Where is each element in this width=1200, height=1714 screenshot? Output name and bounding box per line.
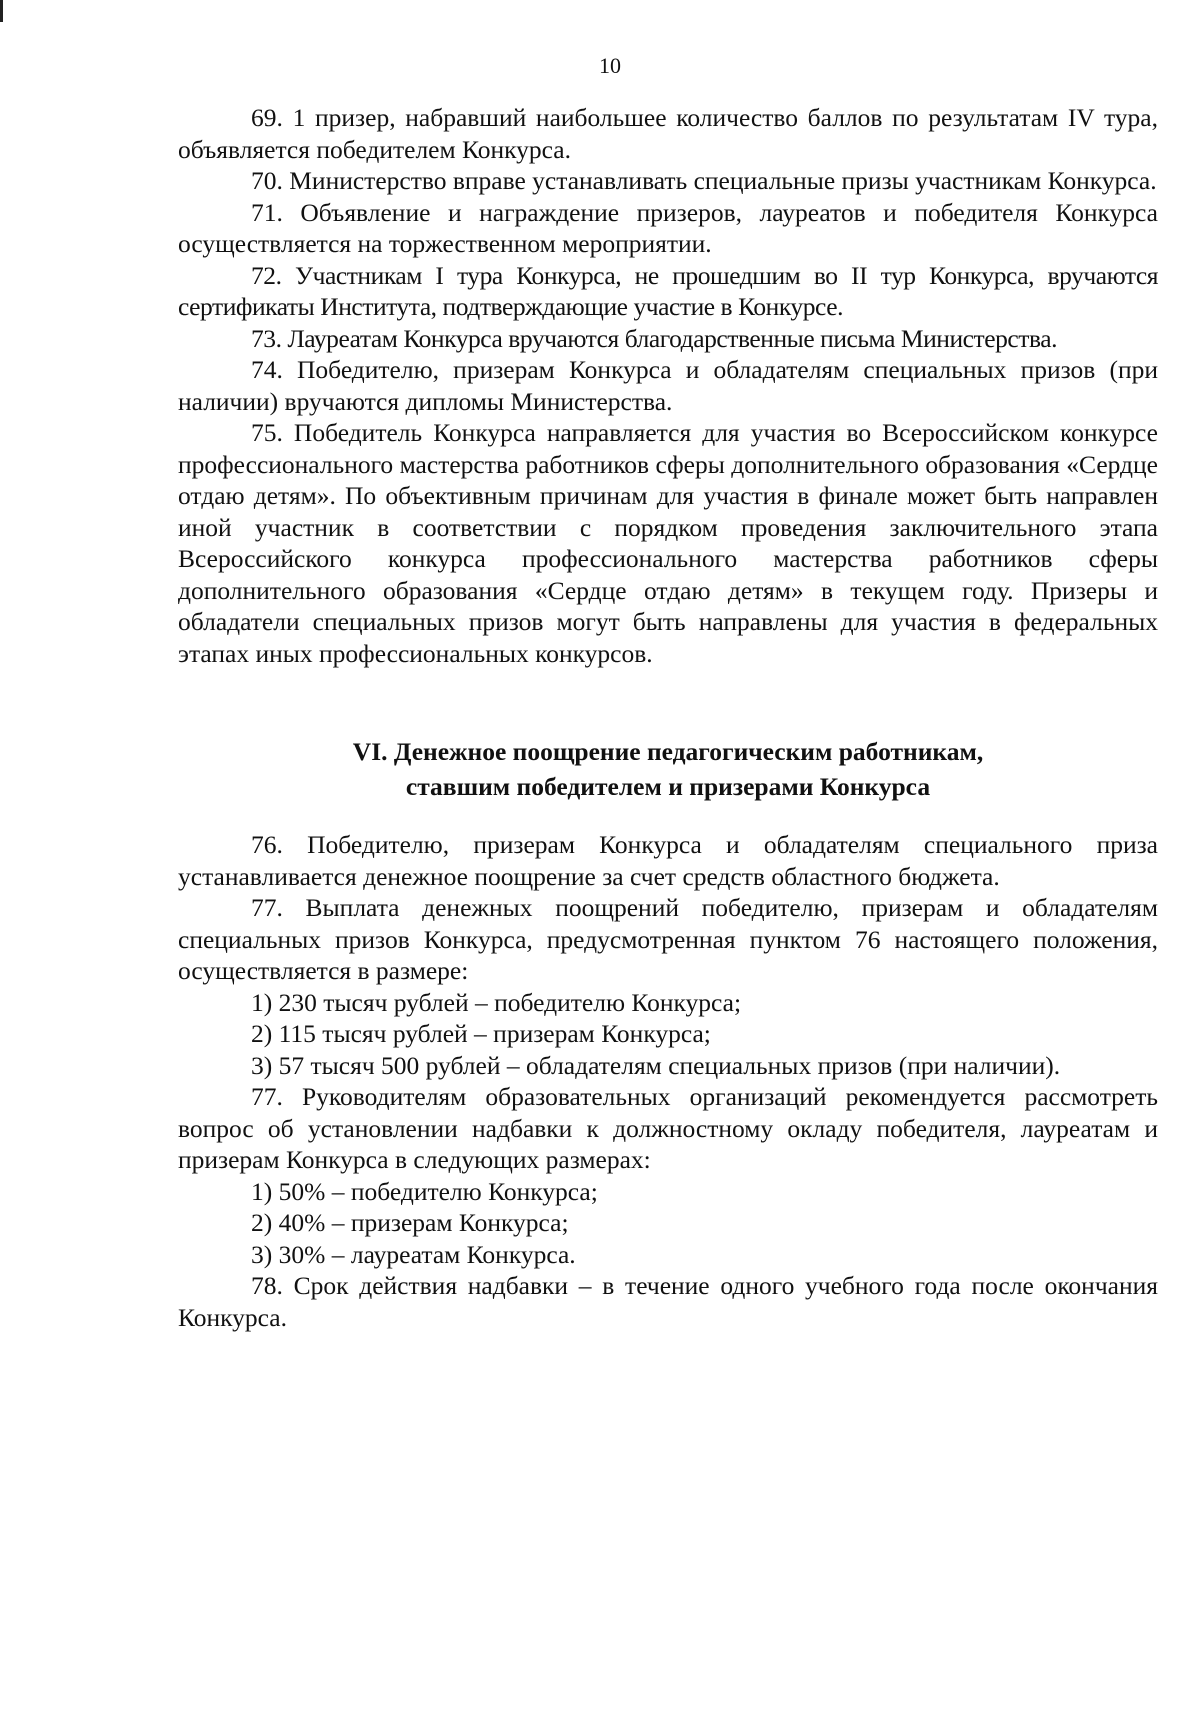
bonus-item-3: 3) 30% – лауреатам Конкурса. [251,1239,576,1269]
section-heading-line-1: VI. Денежное поощрение педагогическим работникам, [352,737,984,766]
paragraph-74: 74. Победителю, призерам Конкурса и обладателям специальных призов (при наличии) вручаются дипломы Министерства. [178,355,1158,416]
scan-edge-mark [0,0,3,22]
rules-block-69-75 [178,102,1158,669]
page-number: 10 [599,53,621,78]
paragraph-76: 76. Победителю, призерам Конкурса и обладателям специального приза устанавливается денежное поощрение за счет средств областного бюджета. [178,830,1158,891]
payment-item-1: 1) 230 тысяч рублей – победителю Конкурса; [251,987,742,1017]
paragraph-77-payment: 77. Выплата денежных поощрений победителю, призерам и обладателям специальных призов Конкурса, предусмотренная пунктом 76 настоящего положения, осуществляется в размере: [178,893,1158,985]
paragraph-77-bonus: 77. Руководителям образовательных организаций рекомендуется рассмотреть вопрос об установлении надбавки к должностному окладу победителя, лауреатам и призерам Конкурса в следующих размерах: [178,1082,1158,1174]
payment-item-3: 3) 57 тысяч 500 рублей – обладателям специальных призов (при наличии). [251,1050,1061,1080]
paragraph-78: 78. Срок действия надбавки – в течение одного учебного года после окончания Конкурса. [178,1271,1158,1332]
bonus-item-1: 1) 50% – победителю Конкурса; [251,1176,598,1206]
bonus-item-2: 2) 40% – призерам Конкурса; [251,1208,569,1237]
paragraph-72: 72. Участникам I тура Конкурса, не прошедшим во II тур Конкурса, вручаются сертификаты Института, подтверждающие участие в Конкурсе. [178,260,1158,321]
payment-item-2: 2) 115 тысяч рублей – призерам Конкурса; [251,1019,711,1048]
section-heading [178,734,1158,804]
section-heading-line-2: ставшим победителем и призерами Конкурса [405,772,931,801]
rules-block-76-78 [178,829,1158,1333]
paragraph-71: 71. Объявление и награждение призеров, лауреатов и победителя Конкурса осуществляется на торжественном мероприятии. [178,197,1158,258]
paragraph-73: 73. Лауреатам Конкурса вручаются благодарственные письма Министерства. [251,323,1058,353]
paragraph-69: 69. 1 призер, набравший наибольшее количество баллов по результатам IV тура, объявляется победителем Конкурса. [178,103,1158,164]
paragraph-75: 75. Победитель Конкурса направляется для участия во Всероссийском конкурсе профессионального мастерства работников сферы дополнительного образования «Сердце отдаю детям». По объективным причинам для участия в финале может быть направлен иной участник в соответствии с порядком проведения заключительного этапа Всероссийского конкурса профессионального мастерства работников сферы дополнительного образования «Сердце отдаю детям» в текущем году. Призеры и обладатели специальных призов могут быть направлены для участия в федеральных этапах иных профессиональных конкурсов. [178,418,1158,668]
paragraph-70: 70. Министерство вправе устанавливать специальные призы участникам Конкурса. [251,166,1157,195]
